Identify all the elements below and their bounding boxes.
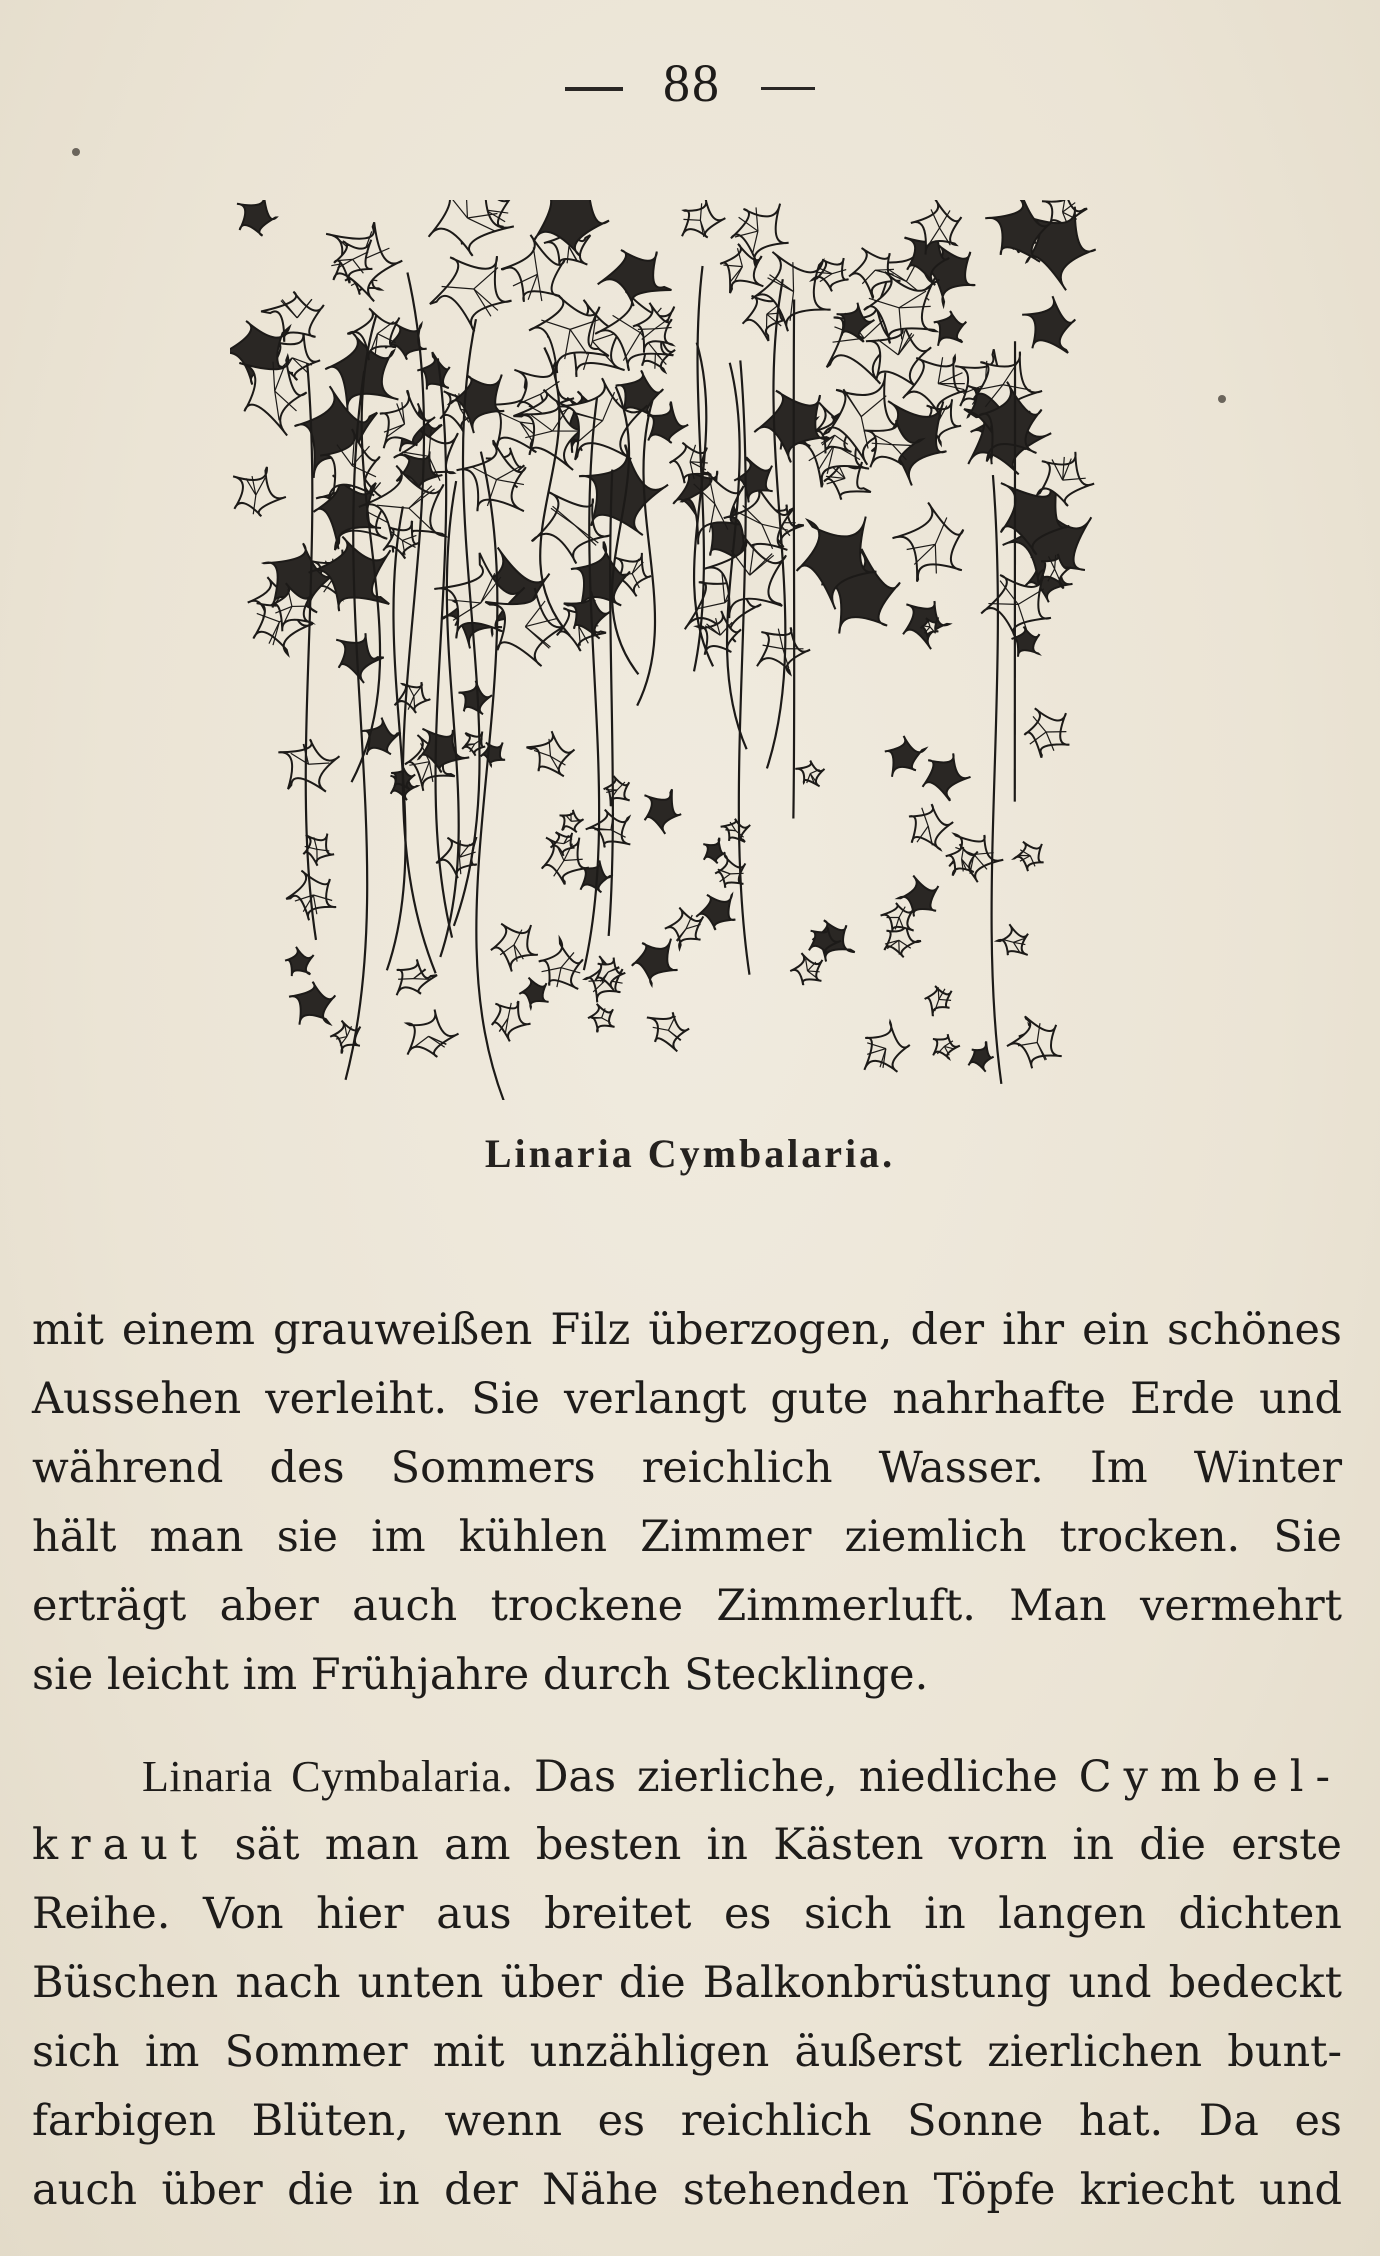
page-number: 88 (663, 53, 721, 113)
spaced-word: Cymbel- (1078, 1752, 1342, 1802)
text-line: Büschen nach unten über die Balkonbrüstung und bedeckt (32, 1958, 1342, 2008)
text-line: auch über die in der Nähe stehenden Töpfe kriecht und (32, 2165, 1342, 2215)
header-dash-left (565, 87, 623, 91)
latin-name: Linaria Cymbalaria. (142, 1752, 514, 1801)
text-line: erträgt aber auch trockene Zimmerluft. Man vermehrt (32, 1581, 1342, 1631)
text-line (32, 1811, 1342, 1880)
paper-speck (72, 148, 80, 156)
text-line: Aussehen verleiht. Sie verlangt gute nahrhafte Erde und (32, 1374, 1342, 1424)
text-line: farbigen Blüten, wenn es reichlich Sonne hat. Da es (32, 2096, 1342, 2146)
text-line: hält man sie im kühlen Zimmer ziemlich trocken. Sie (32, 1512, 1342, 1562)
paragraph-1 (32, 1296, 1342, 1710)
text-line: Reihe. Von hier aus breitet es sich in langen dichten (32, 1889, 1342, 1939)
body-text (32, 1296, 1342, 2225)
text-fragment: sät man am besten in Kästen vorn in die erste (234, 1820, 1342, 1870)
text-line (32, 1742, 1342, 1811)
plant-illustration (230, 200, 1120, 1100)
text-line: mit einem grauweißen Filz überzogen, der ihr ein schönes (32, 1305, 1342, 1355)
header-dash-right (761, 87, 815, 90)
text-line: sie leicht im Frühjahre durch Stecklinge. (32, 1650, 929, 1700)
text-fragment: Das zierliche, niedliche (533, 1752, 1058, 1802)
text-line: während des Sommers reichlich Wasser. Im Winter (32, 1443, 1342, 1493)
paragraph-2 (32, 1742, 1342, 2225)
text-line: sich im Sommer mit unzähligen äußerst zierlichen bunt- (32, 2027, 1342, 2077)
paper-speck (1218, 395, 1226, 403)
figure-caption: Linaria Cymbalaria. (484, 1131, 896, 1176)
page-header (0, 52, 1380, 114)
spaced-word: kraut (32, 1820, 210, 1870)
